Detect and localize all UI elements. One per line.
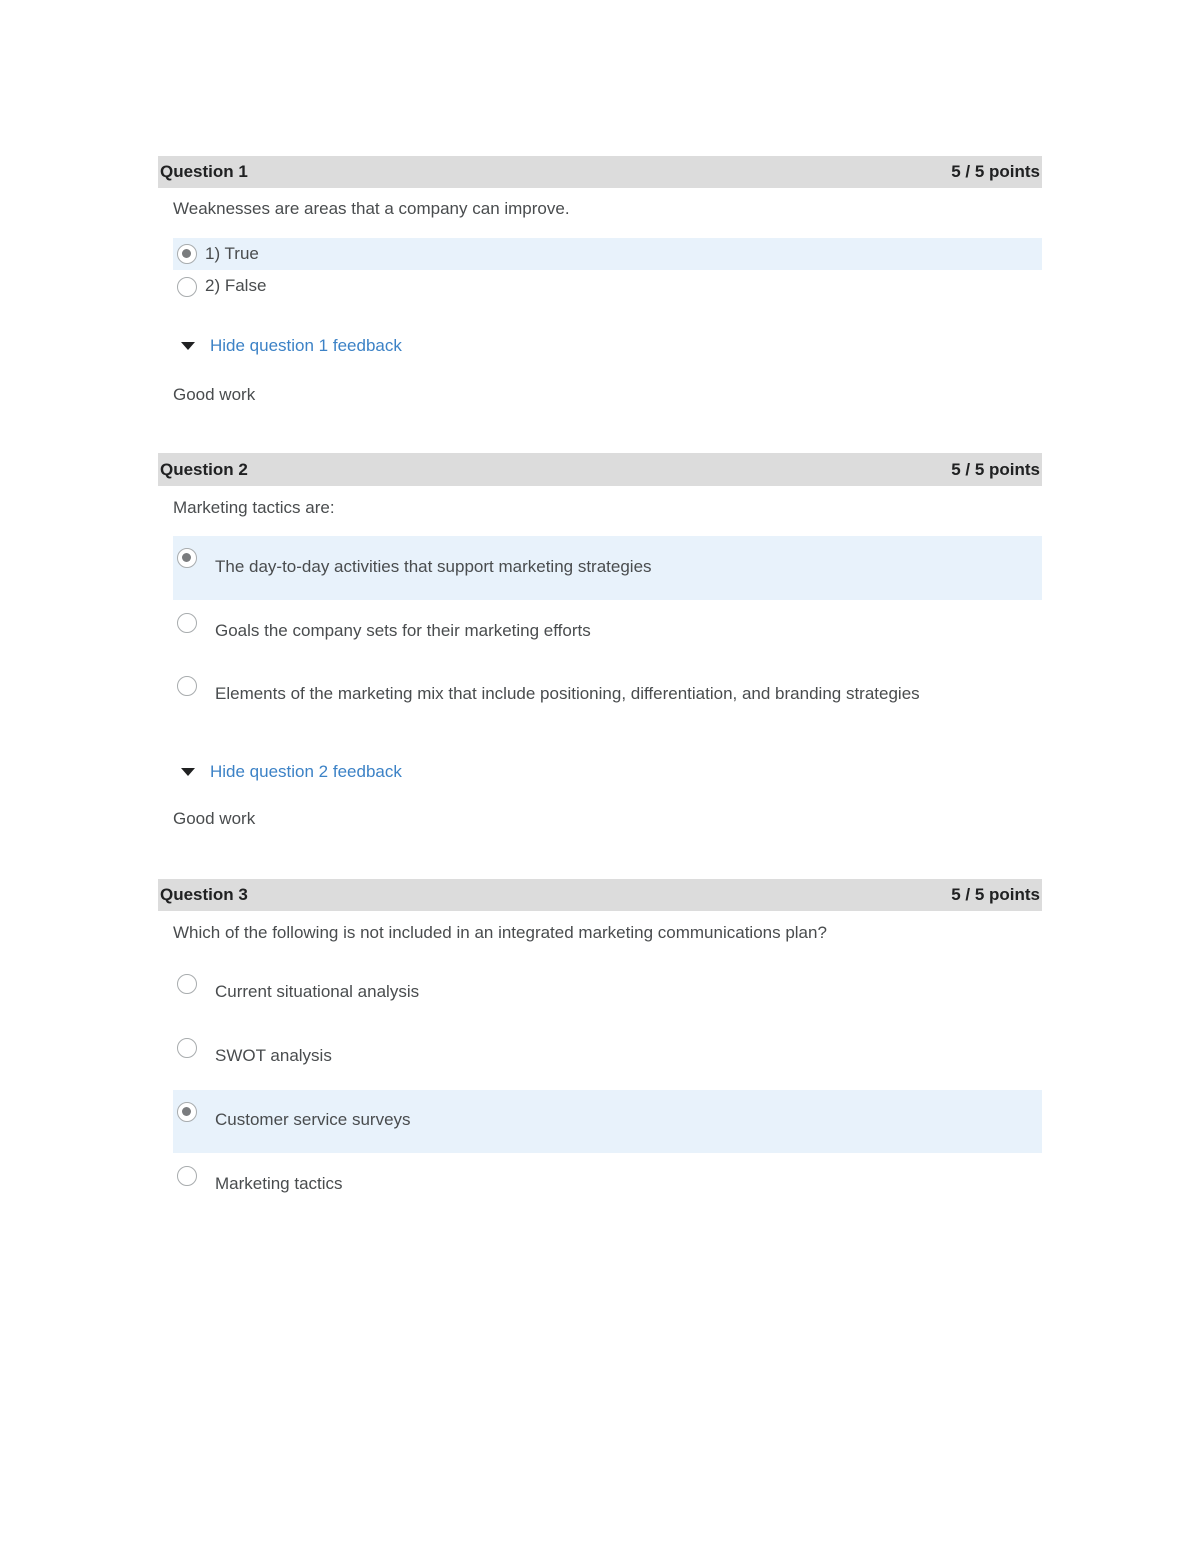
question-2-header: [158, 453, 1042, 486]
question-1-prompt: Weaknesses are areas that a company can improve.: [173, 199, 570, 218]
question-3-header: [158, 879, 1042, 911]
question-1-choice-2[interactable]: [173, 270, 1042, 302]
radio-selected-icon[interactable]: [177, 244, 197, 264]
question-3-title: Question 3: [160, 885, 248, 904]
question-2-prompt: Marketing tactics are:: [173, 498, 335, 517]
radio-selected-icon[interactable]: [177, 1102, 197, 1122]
radio-unselected-icon[interactable]: [177, 277, 197, 297]
question-1-feedback-toggle[interactable]: [181, 336, 402, 356]
question-3-choice-1[interactable]: [173, 961, 1042, 1025]
question-3-points: 5 / 5 points: [951, 885, 1040, 904]
choice-label: SWOT analysis: [215, 1046, 332, 1065]
choice-label: 1) True: [205, 244, 259, 263]
caret-down-icon: [181, 342, 195, 350]
question-2-choice-3[interactable]: [173, 663, 1042, 726]
radio-unselected-icon[interactable]: [177, 1038, 197, 1058]
radio-unselected-icon[interactable]: [177, 1166, 197, 1186]
question-2-feedback: Good work: [173, 809, 256, 828]
hide-feedback-link[interactable]: Hide question 1 feedback: [210, 336, 402, 355]
caret-down-icon: [181, 768, 195, 776]
choice-label: Customer service surveys: [215, 1110, 411, 1129]
question-2-choice-1[interactable]: [173, 536, 1042, 600]
radio-unselected-icon[interactable]: [177, 676, 197, 696]
question-3-choice-3[interactable]: [173, 1090, 1042, 1153]
question-1-feedback: Good work: [173, 385, 256, 404]
choice-label: 2) False: [205, 276, 267, 295]
question-1-header: [158, 156, 1042, 188]
question-1-choice-1[interactable]: [173, 238, 1042, 270]
question-2-feedback-toggle[interactable]: [181, 762, 402, 782]
question-3-choice-4[interactable]: [173, 1153, 1042, 1217]
choice-label: Elements of the marketing mix that include positioning, differentiation, and branding strategies: [215, 684, 920, 703]
radio-selected-icon[interactable]: [177, 548, 197, 568]
choice-label: The day-to-day activities that support marketing strategies: [215, 557, 652, 576]
question-1-points: 5 / 5 points: [951, 162, 1040, 181]
question-2-points: 5 / 5 points: [951, 459, 1040, 479]
choice-label: Current situational analysis: [215, 982, 420, 1001]
question-3-choice-2[interactable]: [173, 1025, 1042, 1089]
hide-feedback-link[interactable]: Hide question 2 feedback: [210, 762, 402, 781]
question-3-prompt: Which of the following is not included in an integrated marketing communications plan?: [173, 923, 827, 942]
radio-unselected-icon[interactable]: [177, 613, 197, 633]
question-1-title: Question 1: [160, 162, 248, 181]
radio-unselected-icon[interactable]: [177, 974, 197, 994]
choice-label: Marketing tactics: [215, 1174, 343, 1193]
choice-label: Goals the company sets for their marketing efforts: [215, 621, 591, 640]
question-2-choice-2[interactable]: [173, 600, 1042, 663]
question-2-title: Question 2: [160, 459, 248, 479]
